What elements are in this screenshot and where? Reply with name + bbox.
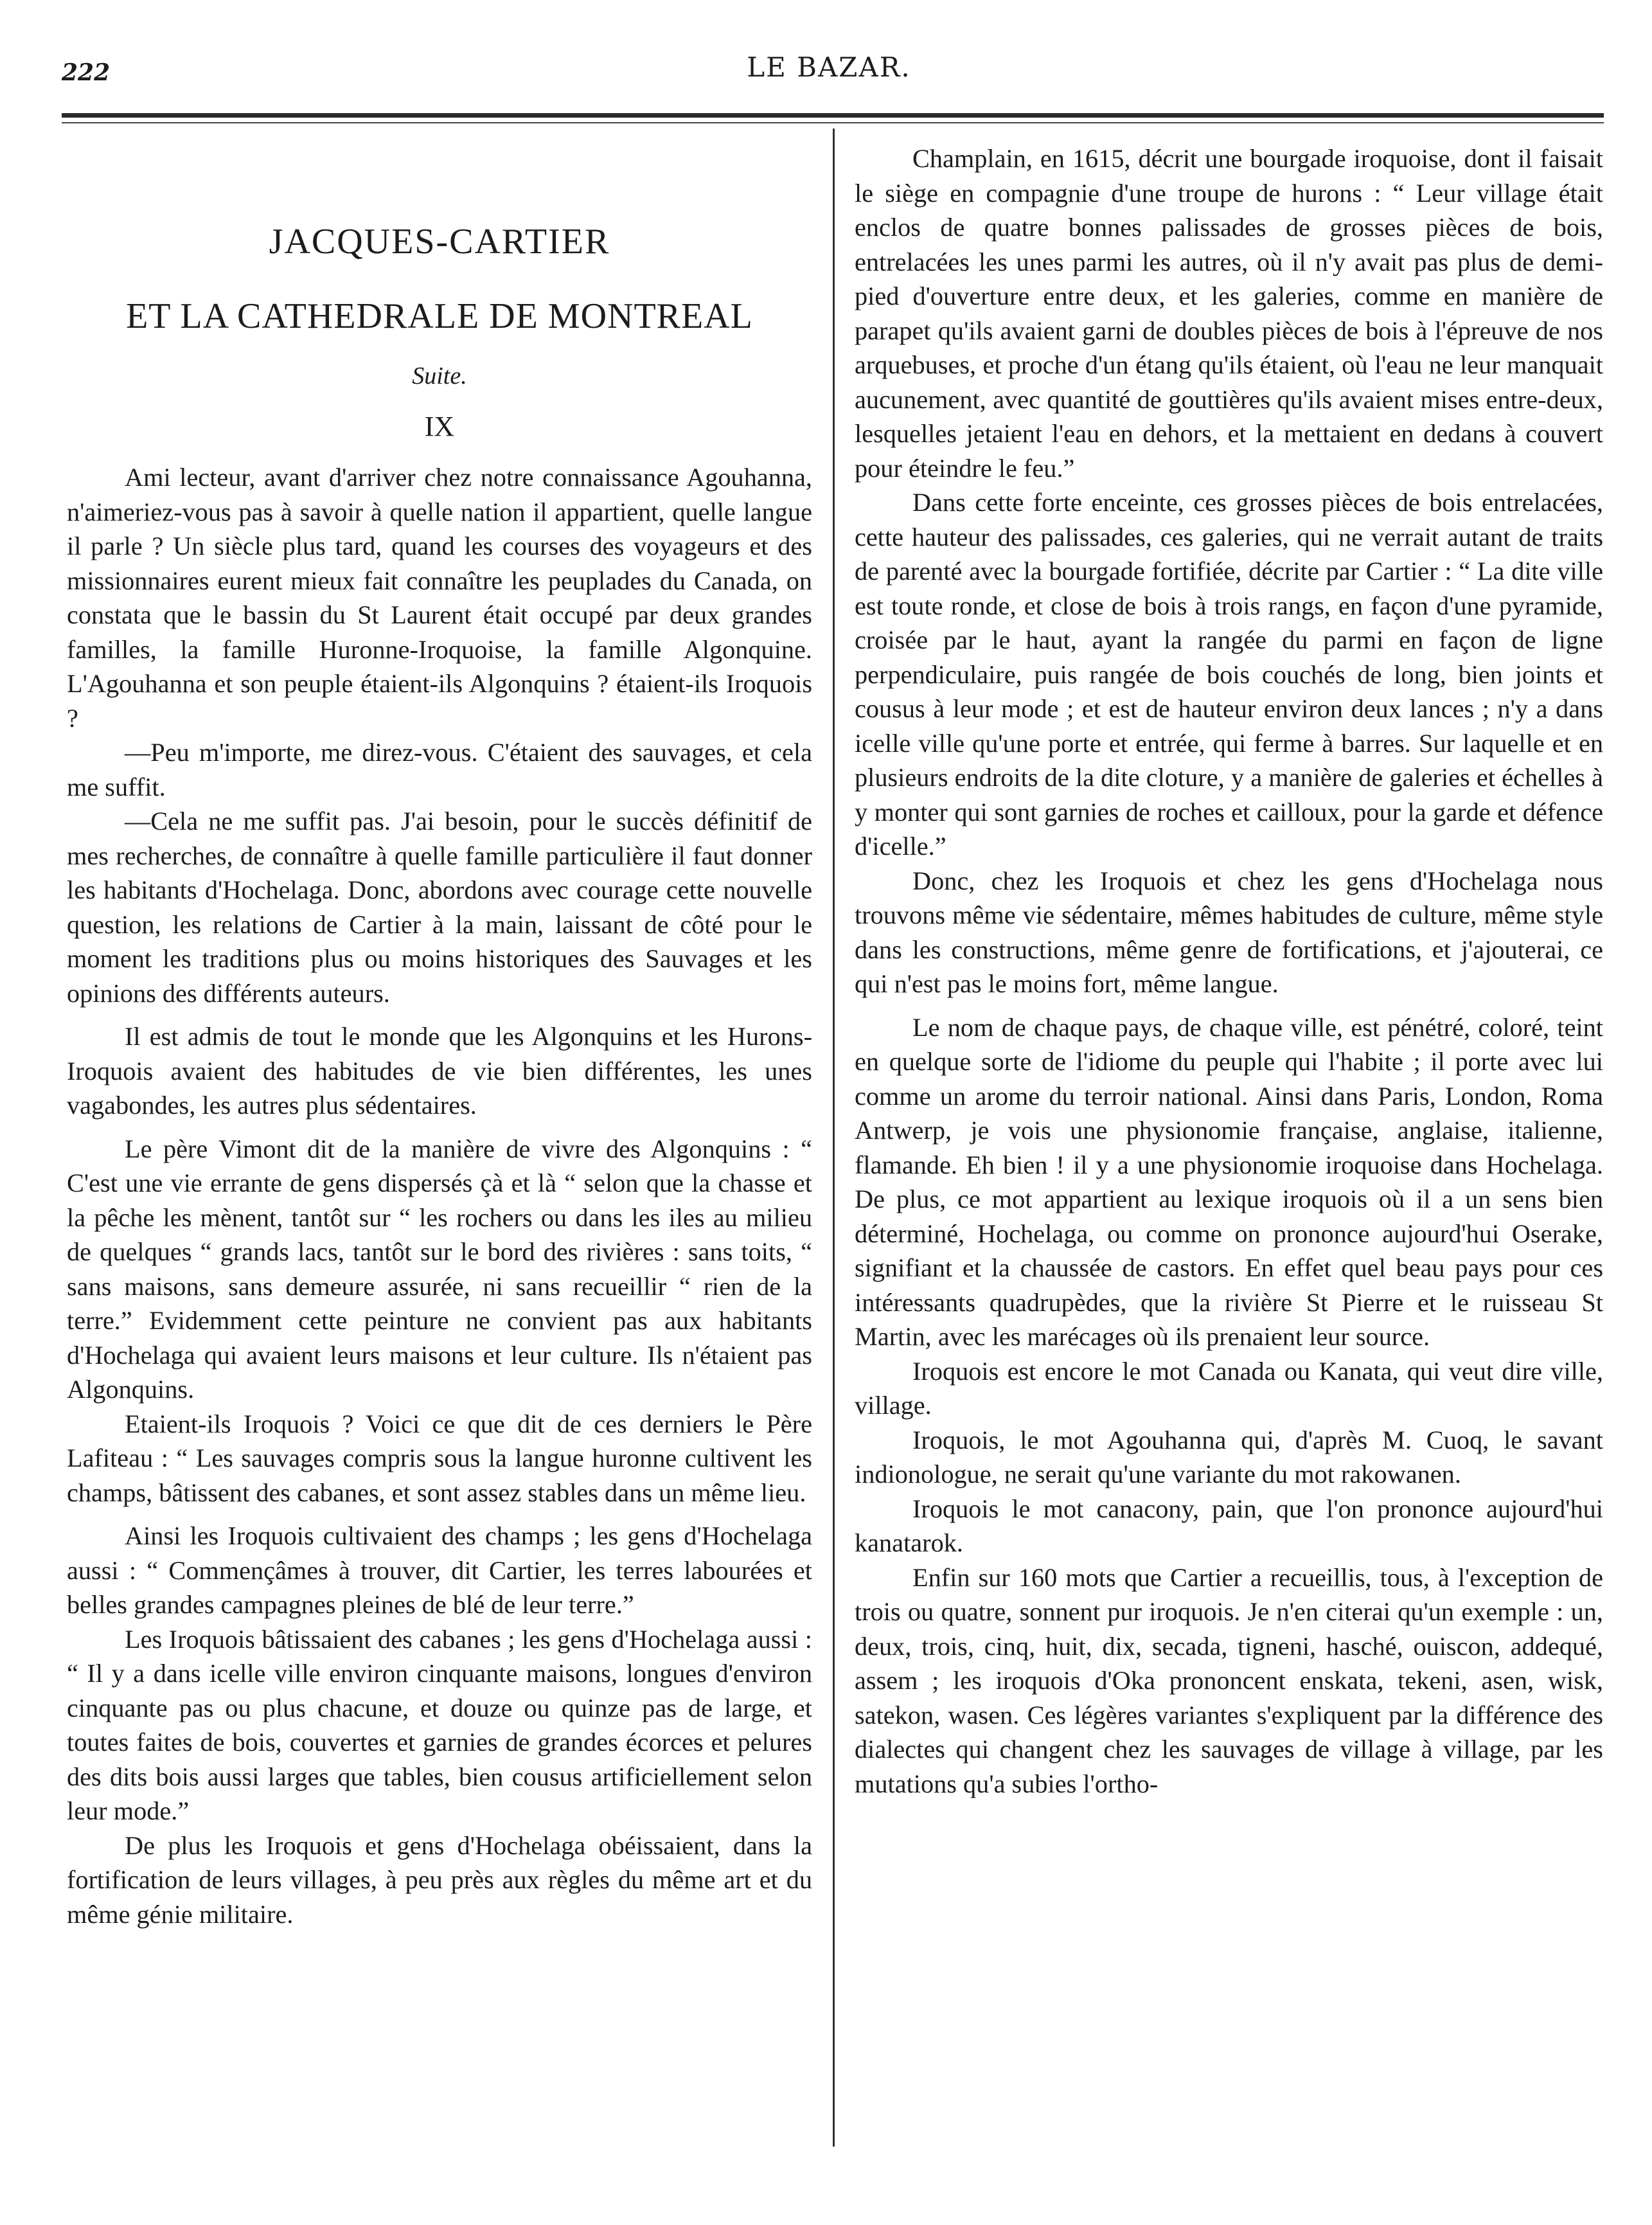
paragraph: Etaient-ils Iroquois ? Voici ce que dit de ces derniers le Père Lafiteau : “ Les sauvages compris sous la langue huronne cultivent les champs, bâtissent des cabanes, et sont assez stables dans un même lieu. bbox=[67, 1409, 812, 1507]
article-subtitle: ET LA CATHEDRALE DE MONTREAL bbox=[126, 296, 753, 336]
article-title: JACQUES-CARTIER bbox=[269, 222, 610, 262]
paragraph: Champlain, en 1615, décrit une bourgade iroquoise, dont il faisait le siège en compagnie d'une troupe de hurons : “ Leur village était enclos de quatre bonnes palissades de grosses pièces de bois, entrelacées les unes parmi les autres, où il n'y avait pas plus de demi-pied d'ouverture entre deux, et les galeries, comme en manière de parapet qu'ils avaient garni de doubles pièces de bois à l'épreuve de nos arquebuses, et proche d'un étang qu'ils étaient, où l'eau ne leur manquait aucunement, avec quantité de gouttières qu'ils avaient mises entre-deux, lesquelles jetaient l'eau en dehors, et la mettaient en dedans à couvert pour éteindre le feu.” bbox=[855, 144, 1603, 483]
paragraph: Enfin sur 160 mots que Cartier a recueillis, tous, à l'exception de trois ou quatre, sonnent pur iroquois. Je n'en citerai qu'un exemple : un, deux, trois, cinq, huit, dix, secada, tigneni, hasché, ouiscon, addequé, assem ; les iroquois d'Oka prononcent enskata, tekeni, asen, wisk, satekon, wasen. Ces légères variantes s'expliquent par la différence des dialectes qui changent chez les sauvages de village à village, par les mutations qu'a subies l'ortho- bbox=[855, 1562, 1603, 1798]
paragraph: Ami lecteur, avant d'arriver chez notre connaissance Agouhanna, n'aimeriez-vous pas à savoir à quelle nation il appartient, quelle langue il parle ? Un siècle plus tard, quand les courses des voyageurs et des missionnaires eurent mieux fait connaître les peuplades du Canada, on constata que le bassin du St Laurent était occupé par deux grandes familles, la famille Huronne-Iroquoise, la famille Algonquine. L'Agouhanna et son peuple étaient-ils Algonquins ? étaient-ils Iroquois ? bbox=[67, 463, 812, 733]
continuation-label: Suite. bbox=[412, 362, 467, 389]
paragraph: Le nom de chaque pays, de chaque ville, est pénétré, coloré, teint en quelque sorte de l'idiome du peuple qui l'habite ; il porte avec lui comme un arome du terroir national. Ainsi dans Paris, London, Roma Antwerp, je vois une physionomie française, anglaise, italienne, flamande. Eh bien ! il y a une physionomie iroquoise dans Hochelaga. De plus, ce mot appartient au lexique iroquois où il a un sens bien déterminé, Hochelaga, ou comme on prononce aujourd'hui Oserake, signifiant et la chaussée de castors. En effet quel beau pays pour ces intéressants quadrupèdes, que la rivière St Pierre et le ruisseau St Martin, avec les marécages où ils prenaient leur source. bbox=[855, 1012, 1603, 1351]
page-number: 222 bbox=[62, 59, 111, 86]
paragraph: Les Iroquois bâtissaient des cabanes ; les gens d'Hochelaga aussi : “ Il y a dans icelle ville environ cinquante maisons, longues d'environ cinquante pas ou plus chacune, et douze ou quinze pas de large, et toutes faites de bois, couvertes et garnies de grandes écorces et pelures des dits bois aussi larges que tables, bien cousus artificiellement selon leur mode.” bbox=[67, 1624, 812, 1825]
chapter-number: IX bbox=[424, 411, 455, 442]
paragraph: Le père Vimont dit de la manière de vivre des Algonquins : “ C'est une vie errante de gens dispersés çà et là “ selon que la chasse et la pêche les mènent, tantôt sur “ les rochers ou dans les iles au milieu de quelques “ grands lacs, tantôt sur le bord des rivières : sans toits, “ sans maisons, sans demeure assurée, ni sans recueillir “ rien de la terre.” Evidemment cette peinture ne convient pas aux habitants d'Hochelaga qui avaient leurs maisons et leur culture. Ils n'étaient pas Algonquins. bbox=[67, 1134, 812, 1404]
paragraph: Iroquois, le mot Agouhanna qui, d'après M. Cuoq, le savant indionologue, ne serait qu'une variante du mot rakowanen. bbox=[855, 1425, 1603, 1488]
article-heading bbox=[67, 217, 812, 446]
header-rule-thin bbox=[62, 122, 1604, 123]
header-rule bbox=[62, 113, 1604, 118]
paragraph: De plus les Iroquois et gens d'Hochelaga obéissaient, dans la fortification de leurs villages, à peu près aux règles du même art et du même génie militaire. bbox=[67, 1830, 812, 1929]
paragraph: Il est admis de tout le monde que les Algonquins et les Hurons-Iroquois avaient des habitudes de vie bien différentes, les unes vagabondes, les autres plus sédentaires. bbox=[67, 1022, 812, 1120]
paragraph: —Cela ne me suffit pas. J'ai besoin, pour le succès définitif de mes recherches, de connaître à quelle famille particulière il faut donner les habitants d'Hochelaga. Donc, abordons avec courage cette nouvelle question, les relations de Cartier à la main, laissant de côté pour le moment les traditions plus ou moins historiques des Sauvages et les opinions des différents auteurs. bbox=[67, 807, 812, 1008]
paragraph: Iroquois le mot canacony, pain, que l'on prononce aujourd'hui kanatarok. bbox=[855, 1494, 1603, 1557]
paragraph: Donc, chez les Iroquois et chez les gens d'Hochelaga nous trouvons même vie sédentaire, mêmes habitudes de culture, même style dans les constructions, même genre de fortifications, et j'ajouterai, ce qui n'est pas le moins fort, même langue. bbox=[855, 866, 1603, 998]
column-divider bbox=[833, 129, 835, 2147]
right-column bbox=[855, 141, 1603, 1801]
paragraph: Ainsi les Iroquois cultivaient des champs ; les gens d'Hochelaga aussi : “ Commençâmes à trouver, dit Cartier, les terres labourées et belles grandes campagnes pleines de blé de leur terre.” bbox=[67, 1521, 812, 1619]
paragraph: Iroquois est encore le mot Canada ou Kanata, qui veut dire ville, village. bbox=[855, 1356, 1603, 1420]
paragraph: Dans cette forte enceinte, ces grosses pièces de bois entrelacées, cette hauteur des palissades, ces galeries, qui ne verrait autant de traits de parenté avec la bourgade fortifiée, décrite par Cartier : “ La dite ville est toute ronde, et close de bois à trois rangs, en façon d'une pyramide, croisée par le haut, ayant la rangée du parmi en façon de ligne perpendiculaire, puis rangée de bois couchés de long, bien joints et cousus à leur mode ; et est de hauteur environ deux lances ; n'y a dans icelle ville qu'une porte et entrée, qui ferme à barres. Sur laquelle et en plusieurs endroits de la dite cloture, y a manière de galeries et échelles à y monter qui sont garnies de roches et cailloux, pour la garde et défence d'icelle.” bbox=[855, 488, 1603, 861]
running-head: LE BAZAR. bbox=[747, 51, 911, 83]
left-column bbox=[67, 141, 812, 1931]
paragraph: —Peu m'importe, me direz-vous. C'étaient des sauvages, et cela me suffit. bbox=[67, 738, 812, 801]
